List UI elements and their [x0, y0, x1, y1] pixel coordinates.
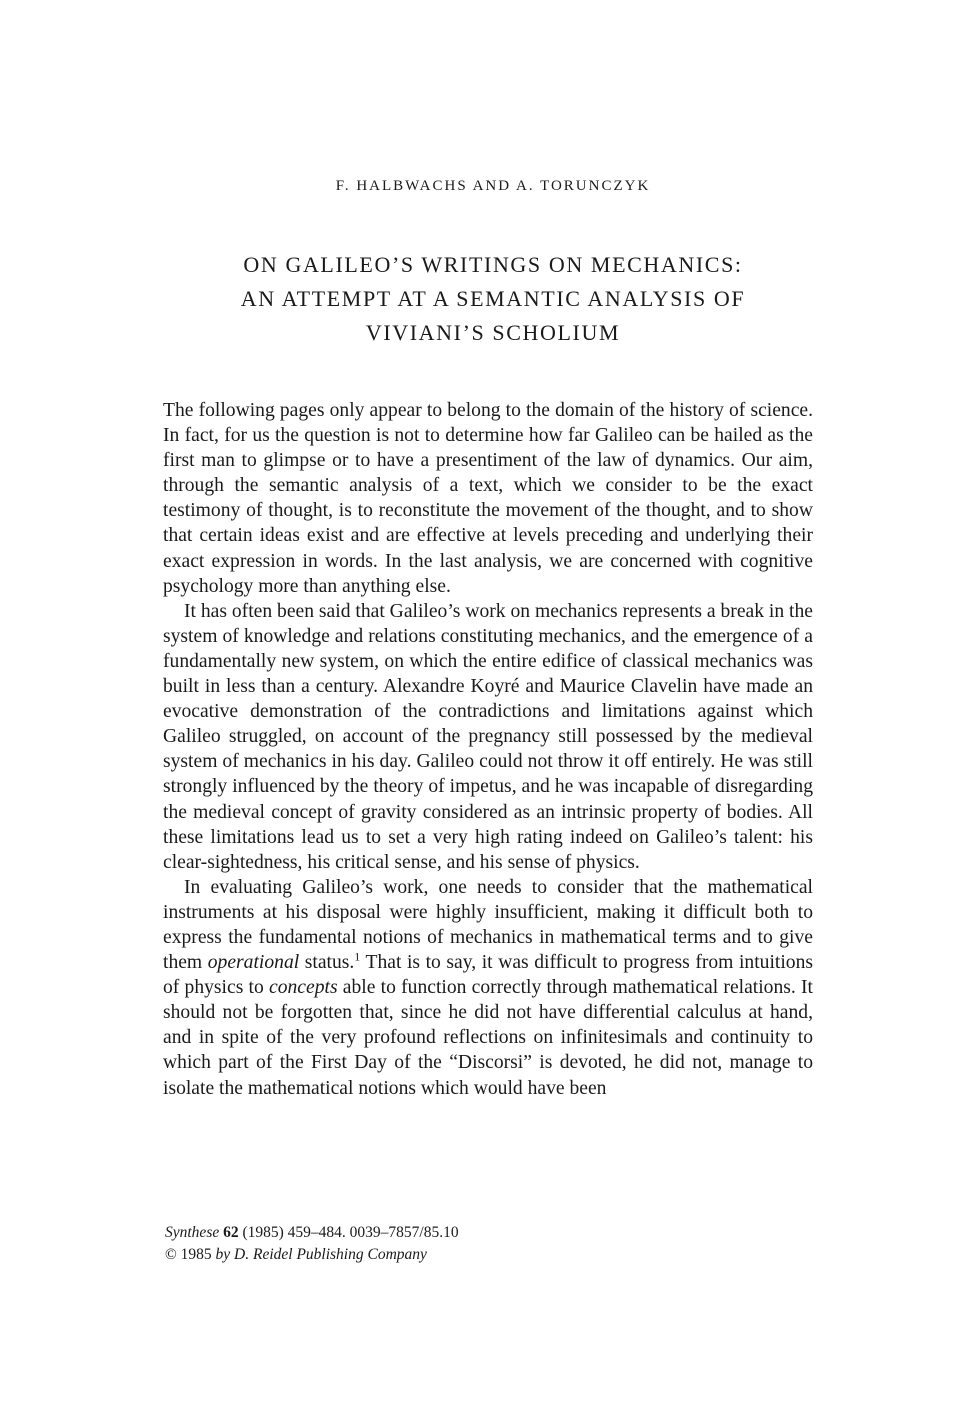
paragraph-1: The following pages only appear to belong to the domain of the history of science. In fact, for us the question is not to determine how far Galileo can be hailed as the first man to glimpse or to have a presentiment of the law of dynamics. Our aim, through the semantic analysis of a text, which we consider to be the exact testimony of thought, is to reconstitute the movement of the thought, and to show that certain ideas exist and are effective at levels preceding and underlying their exact expression in words. In the last analysis, we are concerned with cognitive psychology more than anything else. — [163, 400, 813, 597]
journal-volume: 62 — [223, 1224, 239, 1241]
copyright-symbol: © — [165, 1246, 177, 1263]
copyright-year: 1985 — [176, 1246, 216, 1263]
citation-details: (1985) 459–484. 0039–7857/85.10 — [238, 1224, 459, 1241]
title-line-1: ON GALILEO’S WRITINGS ON MECHANICS: — [243, 252, 743, 277]
emphasis-operational: operational — [207, 952, 300, 974]
citation-footer — [165, 1222, 665, 1266]
journal-name: Synthese — [165, 1224, 220, 1241]
paragraph-3-text-a: In evaluating Galileo’s work, one needs to consider that the mathematical instruments at his disposal were highly insufficient, making it difficult both to express the fundamental notions of mechanics in mathematical terms and to give them — [163, 876, 813, 974]
paragraph-3-text-d: able to function correctly through mathematical relations. It should not be forgotten that, since he did not have differential calculus at hand, and in spite of the very profound reflections on infinitesimals and continuity to which part of the First Day of the “Discorsi” is devoted, he did not, manage to isolate the mathematical notions which would have been — [163, 977, 813, 1099]
article-body — [163, 398, 813, 1101]
paragraph-3 — [163, 875, 813, 1101]
article-title — [120, 248, 866, 350]
emphasis-concepts: concepts — [269, 977, 338, 999]
publisher-name: by D. Reidel Publishing Company — [215, 1246, 427, 1263]
paragraph-3-text-c: That is to say, it was difficult to progress from intuitions of physics to — [163, 952, 814, 999]
title-line-2: AN ATTEMPT AT A SEMANTIC ANALYSIS OF — [240, 286, 746, 311]
citation-line — [165, 1222, 665, 1244]
title-line-3: VIVIANI’S SCHOLIUM — [365, 320, 621, 345]
footnote-marker: 1 — [354, 949, 361, 964]
paragraph-2: It has often been said that Galileo’s work on mechanics represents a break in the system of knowledge and relations constituting mechanics, and the emergence of a fundamentally new system, on which the entire edifice of classical mechanics was built in less than a century. Alexandre Koyré and Maurice Clavelin have made an evocative demonstration of the contradictions and limitations against which Galileo struggled, on account of the pregnancy still possessed by the medieval system of mechanics in his day. Galileo could not throw it off entirely. He was still strongly influenced by the theory of impetus, and he was incapable of disregarding the medieval concept of gravity considered as an intrinsic property of bodies. All these limitations lead us to set a very high rating indeed on Galileo’s talent: his clear-sightedness, his critical sense, and his sense of physics. — [163, 600, 813, 873]
authors-line: F. HALBWACHS AND A. TORUNCZYK — [335, 178, 651, 194]
paragraph-3-text-b: status. — [299, 952, 355, 974]
copyright-line — [165, 1244, 665, 1266]
